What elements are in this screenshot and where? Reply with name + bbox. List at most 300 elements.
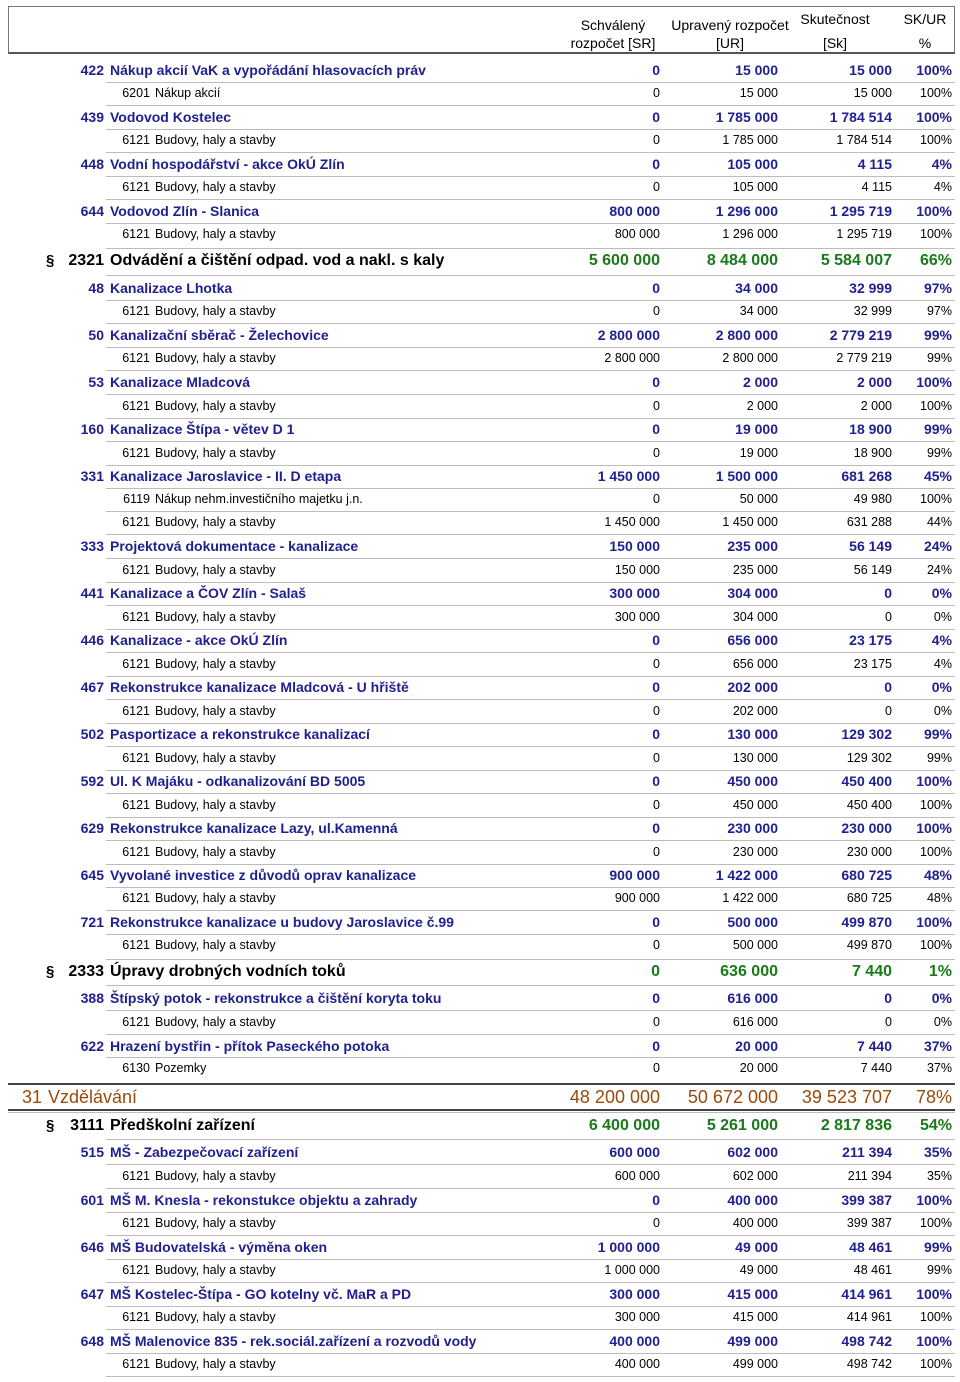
approved-budget-value: 0	[652, 109, 660, 126]
budget-subitem-row	[0, 750, 960, 769]
row-name: Budovy, haly a stavby	[155, 704, 276, 719]
actual-value: 7 440	[851, 963, 892, 981]
row-name: Budovy, haly a stavby	[155, 891, 276, 906]
ratio-value: 78%	[915, 1086, 952, 1107]
budget-subitem-row	[0, 226, 960, 245]
actual-value: 0	[885, 704, 892, 719]
row-divider	[106, 1164, 955, 1165]
ratio-value: 0%	[931, 990, 952, 1007]
ratio-value: 66%	[919, 252, 952, 270]
actual-value: 399 387	[841, 1192, 892, 1209]
row-name: Nákup akcií	[155, 86, 221, 101]
row-divider	[106, 129, 955, 130]
actual-value: 230 000	[846, 845, 892, 860]
row-code: 648	[80, 1333, 104, 1350]
row-divider	[106, 465, 955, 466]
row-code: 446	[80, 632, 104, 649]
row-code: 515	[80, 1144, 104, 1161]
actual-value: 450 400	[846, 798, 892, 813]
row-name: Budovy, haly a stavby	[155, 1216, 276, 1231]
row-code: 331	[80, 468, 104, 485]
approved-budget-value: 0	[653, 704, 660, 719]
row-divider	[106, 1057, 955, 1058]
row-divider	[106, 1259, 955, 1260]
budget-subitem-row	[0, 445, 960, 464]
budget-item-row	[0, 155, 960, 175]
actual-value: 2 817 836	[820, 1117, 892, 1135]
budget-item-row	[0, 584, 960, 604]
row-name: Budovy, haly a stavby	[155, 938, 276, 953]
budget-subitem-row	[0, 1309, 960, 1328]
ratio-value: 37%	[923, 1038, 952, 1055]
header-adjusted-line1: Upravený rozpočet	[671, 17, 789, 33]
actual-value: 18 900	[853, 446, 892, 461]
row-name: Budovy, haly a stavby	[155, 563, 276, 578]
budget-subitem-row	[0, 350, 960, 369]
row-name: Nákup akcií VaK a vypořádání hlasovacích práv	[110, 62, 426, 79]
ratio-value: 4%	[933, 180, 952, 195]
row-name: Budovy, haly a stavby	[155, 1263, 276, 1278]
adjusted-budget-value: 1 422 000	[722, 891, 778, 906]
approved-budget-value: 5 600 000	[588, 252, 660, 270]
row-name: Štípský potok - rekonstrukce a čištění koryta toku	[110, 990, 442, 1007]
adjusted-budget-value: 1 785 000	[722, 133, 778, 148]
row-name: MŠ Malenovice 835 - rek.sociál.zařízení a rozvodů vody	[110, 1333, 477, 1350]
budget-subitem-row	[0, 1168, 960, 1187]
row-divider	[106, 275, 955, 276]
approved-budget-value: 0	[653, 657, 660, 672]
budget-subitem-row	[0, 491, 960, 510]
row-name: Rekonstrukce kanalizace Lazy, ul.Kamenná	[110, 820, 398, 837]
header-approved-budget	[548, 16, 678, 52]
actual-value: 211 394	[842, 1144, 892, 1161]
row-name: Vodní hospodářství - akce OkÚ Zlín	[110, 156, 345, 173]
row-divider	[106, 934, 955, 935]
ratio-value: 100%	[920, 1357, 952, 1372]
budget-item-row	[0, 1143, 960, 1163]
ratio-value: 100%	[916, 109, 952, 126]
row-divider	[106, 629, 955, 630]
approved-budget-value: 0	[652, 374, 660, 391]
row-name: Úpravy drobných vodních toků	[110, 963, 346, 981]
row-code: 448	[80, 156, 104, 173]
row-name: Budovy, haly a stavby	[155, 657, 276, 672]
actual-value: 4 115	[861, 180, 892, 195]
ratio-value: 24%	[923, 538, 952, 555]
row-divider	[106, 887, 955, 888]
row-divider	[106, 1353, 955, 1354]
row-code: 646	[80, 1239, 104, 1256]
row-code: 6121	[122, 938, 150, 953]
approved-budget-value: 0	[652, 679, 660, 696]
budget-item-row	[0, 678, 960, 698]
ratio-value: 0%	[933, 610, 952, 625]
header-ratio	[893, 10, 957, 52]
approved-budget-value: 0	[653, 1216, 660, 1231]
budget-subitem-row	[0, 85, 960, 104]
ratio-value: 100%	[920, 798, 952, 813]
adjusted-budget-value: 202 000	[732, 704, 778, 719]
header-adjusted-line2: [UR]	[716, 35, 744, 51]
row-code: 160	[80, 421, 104, 438]
row-divider	[106, 82, 955, 83]
adjusted-budget-value: 105 000	[732, 180, 778, 195]
row-code: 6121	[122, 1310, 150, 1325]
row-code: 6121	[122, 515, 150, 530]
adjusted-budget-value: 49 000	[739, 1263, 778, 1278]
adjusted-budget-value: 499 000	[732, 1357, 778, 1372]
budget-item-row	[0, 1332, 960, 1352]
row-code: 6121	[122, 657, 150, 672]
row-divider	[106, 347, 955, 348]
adjusted-budget-value: 20 000	[735, 1038, 778, 1055]
row-code: 6121	[122, 1357, 150, 1372]
adjusted-budget-value: 1 422 000	[715, 867, 778, 884]
ratio-value: 99%	[923, 421, 952, 438]
ratio-value: 48%	[926, 891, 952, 906]
adjusted-budget-value: 450 000	[732, 798, 778, 813]
row-name: Budovy, haly a stavby	[155, 133, 276, 148]
actual-value: 631 288	[846, 515, 892, 530]
ratio-value: 99%	[926, 751, 952, 766]
budget-item-row	[0, 725, 960, 745]
approved-budget-value: 0	[652, 990, 660, 1007]
approved-budget-value: 600 000	[609, 1144, 660, 1161]
row-code: 6121	[122, 845, 150, 860]
ratio-value: 44%	[926, 515, 952, 530]
adjusted-budget-value: 2 800 000	[715, 327, 778, 344]
row-name: MŠ Kostelec-Štípa - GO kotelny vč. MaR a PD	[110, 1286, 412, 1303]
budget-subitem-row	[0, 398, 960, 417]
ratio-value: 99%	[926, 351, 952, 366]
ratio-value: 4%	[931, 632, 952, 649]
row-code: 48	[88, 280, 104, 297]
row-code: 6121	[122, 704, 150, 719]
row-divider	[106, 488, 955, 489]
actual-value: 32 999	[853, 304, 892, 319]
row-name: Budovy, haly a stavby	[155, 227, 276, 242]
row-name: Budovy, haly a stavby	[155, 751, 276, 766]
budget-item-row	[0, 1191, 960, 1211]
approved-budget-value: 900 000	[609, 867, 660, 884]
adjusted-budget-value: 1 296 000	[715, 203, 778, 220]
row-code: 6121	[122, 304, 150, 319]
row-divider	[106, 558, 955, 559]
budget-subitem-row	[0, 562, 960, 581]
row-code: 601	[80, 1192, 104, 1209]
row-divider	[106, 699, 955, 700]
ratio-value: 4%	[931, 156, 952, 173]
row-code: 622	[80, 1038, 104, 1055]
row-name: Budovy, haly a stavby	[155, 304, 276, 319]
adjusted-budget-value: 1 296 000	[722, 227, 778, 242]
row-name: Pasportizace a rekonstrukce kanalizací	[110, 726, 370, 743]
row-code: 3111	[70, 1117, 104, 1135]
budget-item-row	[0, 326, 960, 346]
adjusted-budget-value: 400 000	[727, 1192, 778, 1209]
row-divider	[106, 817, 955, 818]
actual-value: 32 999	[849, 280, 892, 297]
ratio-value: 100%	[920, 227, 952, 242]
ratio-value: 100%	[916, 914, 952, 931]
row-name: Kanalizace Jaroslavice - II. D etapa	[110, 468, 342, 485]
actual-value: 414 961	[846, 1310, 892, 1325]
ratio-value: 100%	[920, 1310, 952, 1325]
actual-value: 39 523 707	[801, 1086, 892, 1107]
approved-budget-value: 900 000	[614, 891, 660, 906]
row-code: 6121	[122, 1263, 150, 1278]
actual-value: 230 000	[841, 820, 892, 837]
adjusted-budget-value: 656 000	[732, 657, 778, 672]
adjusted-budget-value: 235 000	[727, 538, 778, 555]
row-divider	[106, 1329, 955, 1330]
actual-value: 129 302	[846, 751, 892, 766]
adjusted-budget-value: 500 000	[732, 938, 778, 953]
row-divider	[106, 582, 955, 583]
approved-budget-value: 0	[652, 1038, 660, 1055]
row-code: 592	[80, 773, 104, 790]
approved-budget-value: 0	[652, 632, 660, 649]
budget-subitem-row	[0, 937, 960, 956]
budget-subitem-row	[0, 844, 960, 863]
approved-budget-value: 300 000	[609, 1286, 660, 1303]
row-code: 6121	[122, 351, 150, 366]
row-divider	[106, 300, 955, 301]
budget-subitem-row	[0, 656, 960, 675]
row-divider	[106, 1212, 955, 1213]
row-divider	[106, 441, 955, 442]
ratio-value: 100%	[920, 399, 952, 414]
approved-budget-value: 1 000 000	[604, 1263, 660, 1278]
budget-subitem-row	[0, 514, 960, 533]
approved-budget-value: 0	[653, 446, 660, 461]
actual-value: 23 175	[849, 632, 892, 649]
ratio-value: 97%	[923, 280, 952, 297]
row-divider	[106, 676, 955, 677]
actual-value: 414 961	[841, 1286, 892, 1303]
row-divider	[106, 248, 955, 249]
header-ratio-line2: %	[918, 35, 932, 51]
actual-value: 2 779 219	[836, 351, 892, 366]
budget-subitem-row	[0, 890, 960, 909]
ratio-value: 24%	[926, 563, 952, 578]
row-divider	[106, 511, 955, 512]
budget-item-row	[0, 537, 960, 557]
row-code: 31	[21, 1086, 42, 1107]
row-name: Vyvolané investice z důvodů oprav kanalizace	[110, 867, 417, 884]
row-divider	[106, 323, 955, 324]
budget-subitem-row	[0, 1060, 960, 1079]
actual-value: 1 784 514	[836, 133, 892, 148]
actual-value: 15 000	[849, 62, 892, 79]
actual-value: 7 440	[856, 1038, 892, 1055]
approved-budget-value: 0	[652, 280, 660, 297]
row-divider	[106, 723, 955, 724]
approved-budget-value: 6 400 000	[588, 1117, 660, 1135]
row-name: Hrazení bystřin - přítok Paseckého potoka	[110, 1038, 390, 1055]
row-code: 6121	[122, 563, 150, 578]
row-name: Vodovod Zlín - Slanica	[110, 203, 260, 220]
adjusted-budget-value: 400 000	[732, 1216, 778, 1231]
row-code: 6130	[122, 1061, 150, 1076]
row-divider	[106, 1034, 955, 1035]
adjusted-budget-value: 636 000	[720, 963, 778, 981]
row-divider	[106, 1188, 955, 1189]
actual-value: 2 000	[860, 399, 892, 414]
actual-value: 5 584 007	[820, 252, 892, 270]
header-approved-line2: rozpočet [SR]	[570, 35, 656, 51]
row-code: 441	[80, 585, 104, 602]
row-code: 6121	[122, 1169, 150, 1184]
row-divider	[106, 652, 955, 653]
approved-budget-value: 1 450 000	[604, 515, 660, 530]
actual-value: 498 742	[846, 1357, 892, 1372]
actual-value: 15 000	[853, 86, 892, 101]
chapter-frame	[8, 1083, 955, 1111]
actual-value: 1 295 719	[836, 227, 892, 242]
actual-value: 1 295 719	[829, 203, 892, 220]
row-divider	[106, 864, 955, 865]
row-divider	[106, 985, 955, 986]
row-divider	[106, 793, 955, 794]
adjusted-budget-value: 15 000	[735, 62, 778, 79]
row-divider	[106, 176, 955, 177]
budget-subitem-row	[0, 703, 960, 722]
ratio-value: 97%	[926, 304, 952, 319]
row-name: Vzdělávání	[48, 1086, 138, 1107]
row-name: Rekonstrukce kanalizace u budovy Jaroslavice č.99	[110, 914, 454, 931]
approved-budget-value: 0	[653, 1015, 660, 1030]
row-code: 422	[80, 62, 104, 79]
adjusted-budget-value: 8 484 000	[706, 252, 778, 270]
header-approved-line1: Schválený	[580, 17, 646, 33]
row-code: 6121	[122, 133, 150, 148]
approved-budget-value: 0	[653, 798, 660, 813]
row-name: MŠ Budovatelská - výměna oken	[110, 1239, 328, 1256]
actual-value: 681 268	[841, 468, 892, 485]
actual-value: 680 725	[846, 891, 892, 906]
row-name: Předškolní zařízení	[110, 1117, 255, 1135]
budget-item-row	[0, 989, 960, 1009]
approved-budget-value: 2 800 000	[604, 351, 660, 366]
row-code: 467	[80, 679, 104, 696]
actual-value: 56 149	[853, 563, 892, 578]
row-name: Kanalizace Mladcová	[110, 374, 251, 391]
row-name: Budovy, haly a stavby	[155, 1357, 276, 1372]
row-divider	[106, 1306, 955, 1307]
ratio-value: 54%	[919, 1117, 952, 1135]
adjusted-budget-value: 230 000	[732, 845, 778, 860]
actual-value: 0	[884, 990, 892, 1007]
budget-item-row	[0, 279, 960, 299]
adjusted-budget-value: 20 000	[739, 1061, 778, 1076]
approved-budget-value: 300 000	[609, 585, 660, 602]
ratio-value: 35%	[923, 1144, 952, 1161]
ratio-value: 0%	[933, 1015, 952, 1030]
row-code: 6121	[122, 751, 150, 766]
actual-value: 56 149	[849, 538, 892, 555]
approved-budget-value: 800 000	[609, 203, 660, 220]
ratio-value: 48%	[923, 867, 952, 884]
paragraph-row	[0, 251, 960, 273]
budget-item-row	[0, 1037, 960, 1057]
actual-value: 498 742	[841, 1333, 892, 1350]
approved-budget-value: 0	[653, 1061, 660, 1076]
header-ratio-line1: SK/UR	[903, 11, 947, 27]
ratio-value: 1%	[928, 963, 952, 981]
ratio-value: 99%	[923, 1239, 952, 1256]
adjusted-budget-value: 656 000	[727, 632, 778, 649]
row-name: Projektová dokumentace - kanalizace	[110, 538, 359, 555]
adjusted-budget-value: 2 000	[742, 374, 778, 391]
actual-value: 0	[884, 679, 892, 696]
row-name: Odvádění a čištění odpad. vod a nakl. s kaly	[110, 252, 445, 270]
row-code: 6121	[122, 1216, 150, 1231]
row-name: Budovy, haly a stavby	[155, 515, 276, 530]
header-actual-line2: [Sk]	[822, 35, 848, 51]
budget-item-row	[0, 913, 960, 933]
row-divider	[106, 746, 955, 747]
approved-budget-value: 150 000	[609, 538, 660, 555]
budget-subitem-row	[0, 609, 960, 628]
row-code: 53	[88, 374, 104, 391]
ratio-value: 100%	[920, 938, 952, 953]
ratio-value: 100%	[916, 203, 952, 220]
adjusted-budget-value: 130 000	[732, 751, 778, 766]
ratio-value: 35%	[926, 1169, 952, 1184]
actual-value: 450 400	[841, 773, 892, 790]
header-actual	[775, 10, 895, 52]
approved-budget-value: 1 450 000	[597, 468, 660, 485]
row-divider	[106, 605, 955, 606]
row-divider	[106, 1139, 955, 1140]
ratio-value: 100%	[920, 86, 952, 101]
approved-budget-value: 0	[652, 1192, 660, 1209]
row-code: 2333	[68, 963, 104, 981]
row-code: 439	[80, 109, 104, 126]
adjusted-budget-value: 130 000	[727, 726, 778, 743]
approved-budget-value: 1 000 000	[597, 1239, 660, 1256]
approved-budget-value: 0	[652, 820, 660, 837]
row-code: 6121	[122, 1015, 150, 1030]
budget-subitem-row	[0, 797, 960, 816]
approved-budget-value: 0	[652, 773, 660, 790]
approved-budget-value: 0	[653, 492, 660, 507]
approved-budget-value: 300 000	[614, 610, 660, 625]
row-name: Budovy, haly a stavby	[155, 610, 276, 625]
row-name: Pozemky	[155, 1061, 207, 1076]
approved-budget-value: 300 000	[614, 1310, 660, 1325]
row-name: Vodovod Kostelec	[110, 109, 232, 126]
row-divider	[106, 418, 955, 419]
adjusted-budget-value: 230 000	[727, 820, 778, 837]
actual-value: 399 387	[846, 1216, 892, 1231]
approved-budget-value: 800 000	[614, 227, 660, 242]
adjusted-budget-value: 304 000	[732, 610, 778, 625]
adjusted-budget-value: 450 000	[727, 773, 778, 790]
approved-budget-value: 600 000	[614, 1169, 660, 1184]
row-divider	[106, 959, 955, 960]
adjusted-budget-value: 202 000	[727, 679, 778, 696]
row-divider	[106, 534, 955, 535]
approved-budget-value: 400 000	[609, 1333, 660, 1350]
header-actual-line1: Skutečnost	[800, 11, 870, 27]
approved-budget-value: 0	[652, 156, 660, 173]
ratio-value: 99%	[923, 726, 952, 743]
adjusted-budget-value: 304 000	[727, 585, 778, 602]
adjusted-budget-value: 49 000	[735, 1239, 778, 1256]
row-name: Budovy, haly a stavby	[155, 180, 276, 195]
